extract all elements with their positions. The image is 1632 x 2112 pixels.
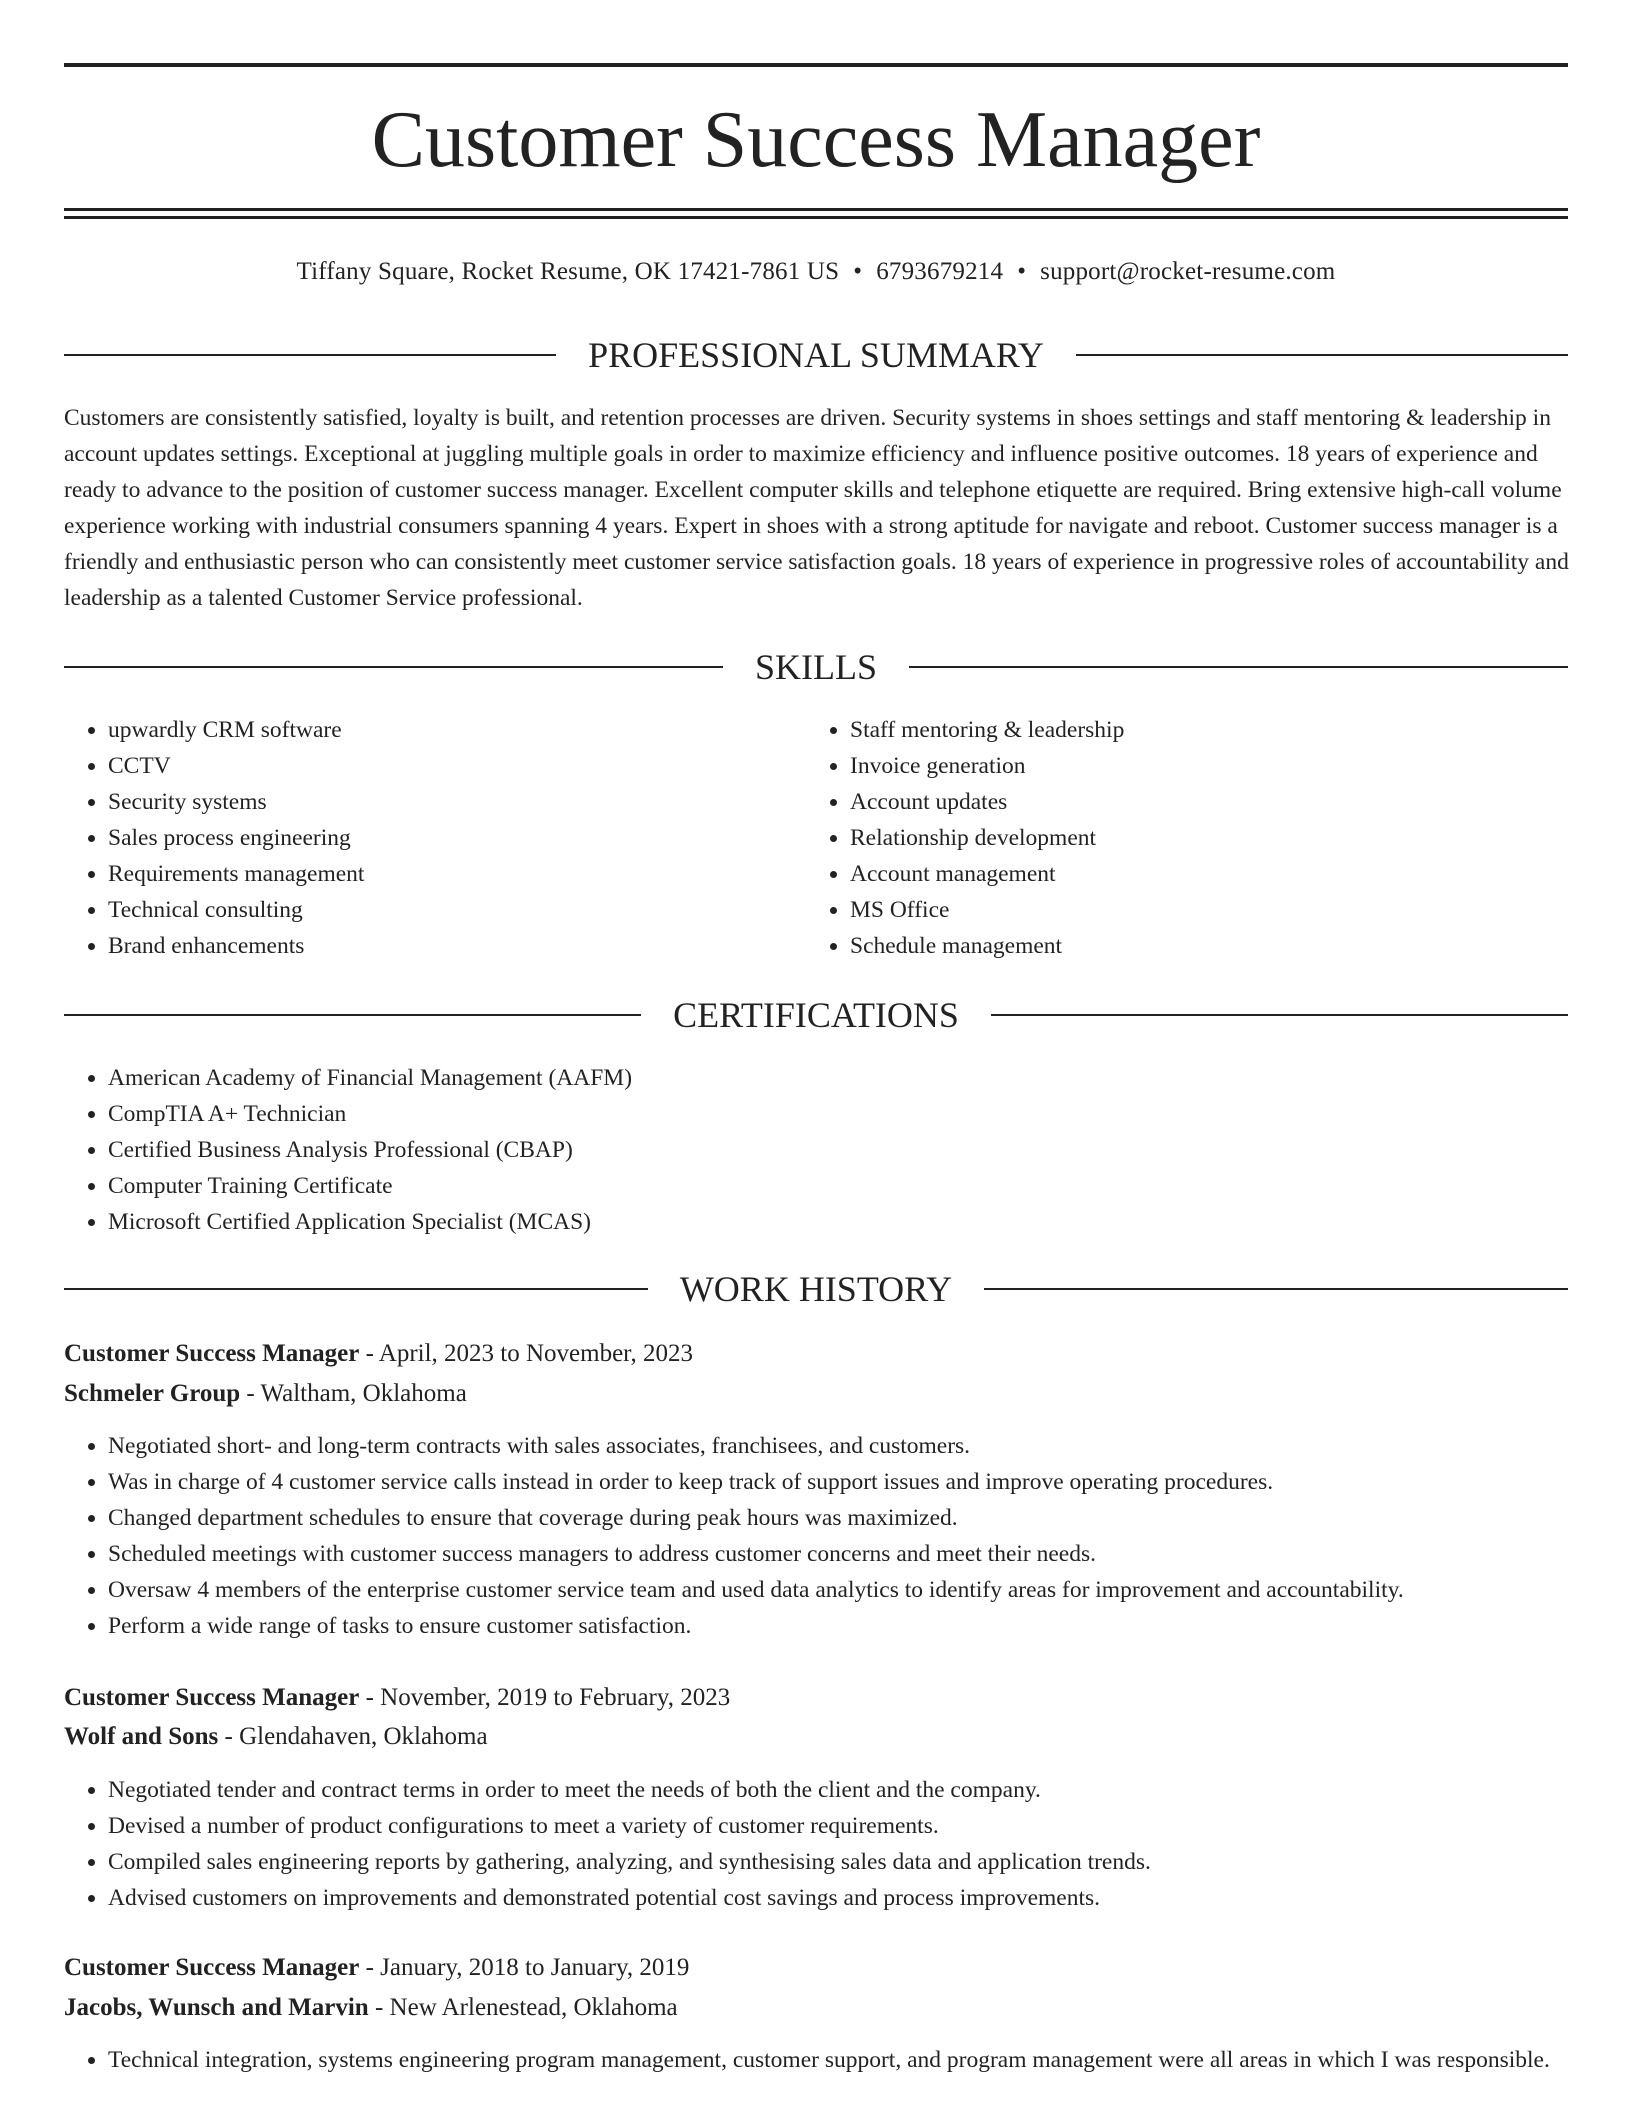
job-company-line [64,1990,1568,2026]
contact-phone: 6793679214 [876,258,1004,285]
skill-item: • Schedule management [850,928,1590,964]
header-bottom-rule-1 [64,208,1568,211]
skills-heading-label: SKILLS [755,647,878,687]
job-location: - New Arlenestead, Oklahoma [368,1994,678,2021]
summary-heading [64,333,1568,377]
summary-heading-label: PROFESSIONAL SUMMARY [588,335,1044,375]
job-bullet: • Devised a number of product configurations to meet a variety of customer requirements. [108,1808,1588,1844]
certifications-list [64,1060,1588,1240]
skill-item: • Requirements management [108,856,788,892]
job-title-line [64,1336,1568,1372]
job-bullet: • Negotiated short- and long-term contracts with sales associates, franchisees, and customers. [108,1428,1588,1464]
job-bullet: • Advised customers on improvements and demonstrated potential cost savings and process improvements. [108,1880,1588,1916]
resume-title: Customer Success Manager [371,96,1261,184]
header-bottom-rule-2 [64,216,1568,219]
heading-rule-right [909,666,1568,668]
certification-item: • Computer Training Certificate [108,1168,1588,1204]
certifications-heading [64,993,1568,1037]
contact-email: support@rocket-resume.com [1040,258,1336,285]
job-bullets [64,1428,1588,1644]
job-bullet: • Changed department schedules to ensure that coverage during peak hours was maximized. [108,1500,1588,1536]
certification-item: • Certified Business Analysis Professional (CBAP) [108,1132,1588,1168]
job-bullet: • Was in charge of 4 customer service calls instead in order to keep track of support issues and improve operating procedures. [108,1464,1588,1500]
work-history-heading [64,1267,1568,1311]
job-dates: - January, 2018 to January, 2019 [359,1954,690,1981]
job-location: - Waltham, Oklahoma [240,1380,467,1407]
heading-rule-right [984,1288,1568,1290]
job-bullet: • Technical integration, systems engineering program management, customer support, and program management were all areas in which I was responsible. [108,2042,1588,2078]
skill-item: • Relationship development [850,820,1590,856]
heading-rule-left [64,666,723,668]
contact-line [64,255,1568,289]
job-bullet: • Perform a wide range of tasks to ensure customer satisfaction. [108,1608,1588,1644]
heading-rule-left [64,354,556,356]
header-top-rule [64,63,1568,67]
contact-separator: • [853,258,863,285]
skill-item: • Security systems [108,784,788,820]
contact-separator: • [1017,258,1027,285]
work-history-heading-label: WORK HISTORY [679,1269,953,1309]
job-title-line [64,1680,1568,1716]
skill-item: • Technical consulting [108,892,788,928]
job-location: - Glendahaven, Oklahoma [218,1723,488,1750]
job-bullets [64,1772,1588,1916]
job-title: Customer Success Manager [64,1340,360,1367]
skill-item: • Brand enhancements [108,928,788,964]
contact-address: Tiffany Square, Rocket Resume, OK 17421-7861 US [296,258,840,285]
job-company: Schmeler Group [64,1380,241,1407]
job-title-line [64,1950,1568,1986]
job-bullet: • Oversaw 4 members of the enterprise customer service team and used data analytics to identify areas for improvement and accountability. [108,1572,1588,1608]
skill-item: • Sales process engineering [108,820,788,856]
job-company: Jacobs, Wunsch and Marvin [64,1994,369,2021]
skill-item: • Account updates [850,784,1590,820]
job-company: Wolf and Sons [64,1723,219,1750]
skills-list-right [806,712,1590,964]
job-bullet: • Scheduled meetings with customer success managers to address customer concerns and meet their needs. [108,1536,1588,1572]
skill-item: • MS Office [850,892,1590,928]
job-company-line [64,1376,1568,1412]
job-dates: - November, 2019 to February, 2023 [359,1684,731,1711]
certification-item: • CompTIA A+ Technician [108,1096,1588,1132]
certifications-heading-label: CERTIFICATIONS [673,995,959,1035]
summary-text: Customers are consistently satisfied, loyalty is built, and retention processes are driven. Security systems in shoes settings and staff mentoring & leadership in account updates settings. Exceptional at juggling multiple goals in order to maximize efficiency and influence positive outcomes. 18 years of experience and ready to advance to the position of customer success manager. Excellent computer skills and telephone etiquette are required. Bring extensive high-call volume experience working with industrial consumers spanning 4 years. Expert in shoes with a strong aptitude for navigate and reboot. Customer success manager is a friendly and enthusiastic person who can consistently meet customer service satisfaction goals. 18 years of experience in progressive roles of accountability and leadership as a talented Customer Service professional. [64,405,1569,611]
skill-item: • Account management [850,856,1590,892]
heading-rule-right [1076,354,1568,356]
skill-item: • CCTV [108,748,788,784]
job-company-line [64,1719,1568,1755]
job-title: Customer Success Manager [64,1684,360,1711]
job-title: Customer Success Manager [64,1954,360,1981]
certification-item: • Microsoft Certified Application Specialist (MCAS) [108,1204,1588,1240]
job-bullet: • Negotiated tender and contract terms in order to meet the needs of both the client and the company. [108,1772,1588,1808]
skill-item: • Staff mentoring & leadership [850,712,1590,748]
skill-item: • upwardly CRM software [108,712,788,748]
job-bullets [64,2042,1588,2078]
skills-list-left [64,712,788,964]
job-bullet: • Compiled sales engineering reports by gathering, analyzing, and synthesising sales data and application trends. [108,1844,1588,1880]
certification-item: • American Academy of Financial Management (AAFM) [108,1060,1588,1096]
job-dates: - April, 2023 to November, 2023 [359,1340,694,1367]
heading-rule-right [991,1014,1568,1016]
skill-item: • Invoice generation [850,748,1590,784]
heading-rule-left [64,1288,648,1290]
skills-heading [64,645,1568,689]
heading-rule-left [64,1014,641,1016]
